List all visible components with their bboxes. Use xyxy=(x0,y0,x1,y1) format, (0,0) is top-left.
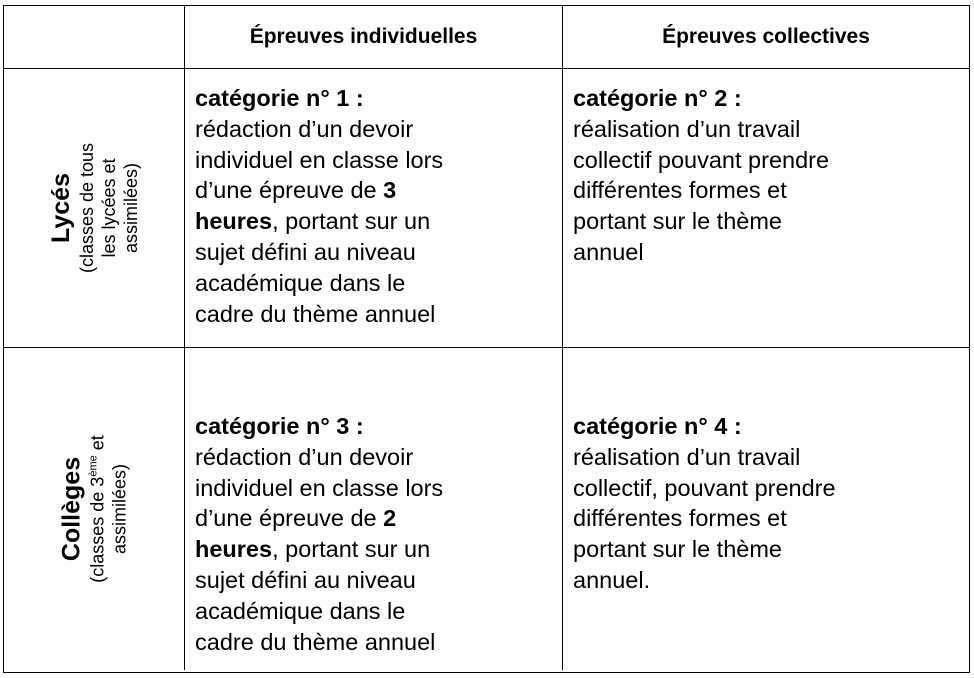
category-2-cell xyxy=(563,69,969,348)
colleges-subtitle-line1 xyxy=(87,435,109,582)
row-label-lycees xyxy=(4,69,185,348)
category-2-text: réalisation d’un travail collectif pouvant prendre différentes formes et portant sur le thème annuel xyxy=(573,115,830,265)
colleges-subtitle-pre: (classes de 3 xyxy=(87,476,108,583)
colleges-subtitle-line2: assimilées) xyxy=(109,463,130,555)
header-empty-cell xyxy=(4,6,185,69)
category-3-title: catégorie n° 3 : xyxy=(195,413,364,439)
category-3-text-b: , portant sur un sujet défini au niveau académique dans le cadre du thème annuel xyxy=(195,536,436,655)
category-3-text xyxy=(195,442,562,658)
lycees-subtitle-line3: assimilées) xyxy=(121,162,141,254)
category-3-duration: 2 heures xyxy=(195,505,397,563)
colleges-subtitle-sup: ème xyxy=(87,455,100,477)
category-2-title: catégorie n° 2 : xyxy=(573,85,742,111)
category-3-cell xyxy=(185,348,563,670)
header-individual-cell xyxy=(185,6,563,69)
category-1-text-b: , portant sur un sujet défini au niveau académique dans le cadre du thème annuel xyxy=(195,208,436,327)
lycees-title: Lycés xyxy=(47,173,75,243)
category-1-text xyxy=(195,114,562,330)
lycees-subtitle-line1: (classes de tous xyxy=(77,142,97,274)
header-collective-cell xyxy=(563,6,969,69)
category-4-text: réalisation d’un travail collectif, pouvant prendre différentes formes et portant sur le thème annuel. xyxy=(573,443,836,593)
row-label-colleges xyxy=(4,348,185,670)
category-4-title: catégorie n° 4 : xyxy=(573,413,742,439)
category-4-cell xyxy=(563,348,969,670)
category-1-text-a: rédaction d’un devoir individuel en classe lors d’une épreuve de xyxy=(195,115,444,204)
colleges-subtitle-post: et xyxy=(87,435,108,456)
category-1-cell xyxy=(185,69,563,348)
header-collective-label: Épreuves collectives xyxy=(662,25,870,48)
lycees-subtitle-line2: les lycées et xyxy=(99,158,119,258)
category-3-text-a: rédaction d’un devoir individuel en classe lors d’une épreuve de xyxy=(195,443,444,532)
category-1-duration: 3 heures xyxy=(195,177,397,235)
competition-table xyxy=(3,5,970,673)
category-1-title: catégorie n° 1 : xyxy=(195,85,364,111)
colleges-title: Collèges xyxy=(57,456,86,562)
header-individual-label: Épreuves individuelles xyxy=(249,25,478,48)
